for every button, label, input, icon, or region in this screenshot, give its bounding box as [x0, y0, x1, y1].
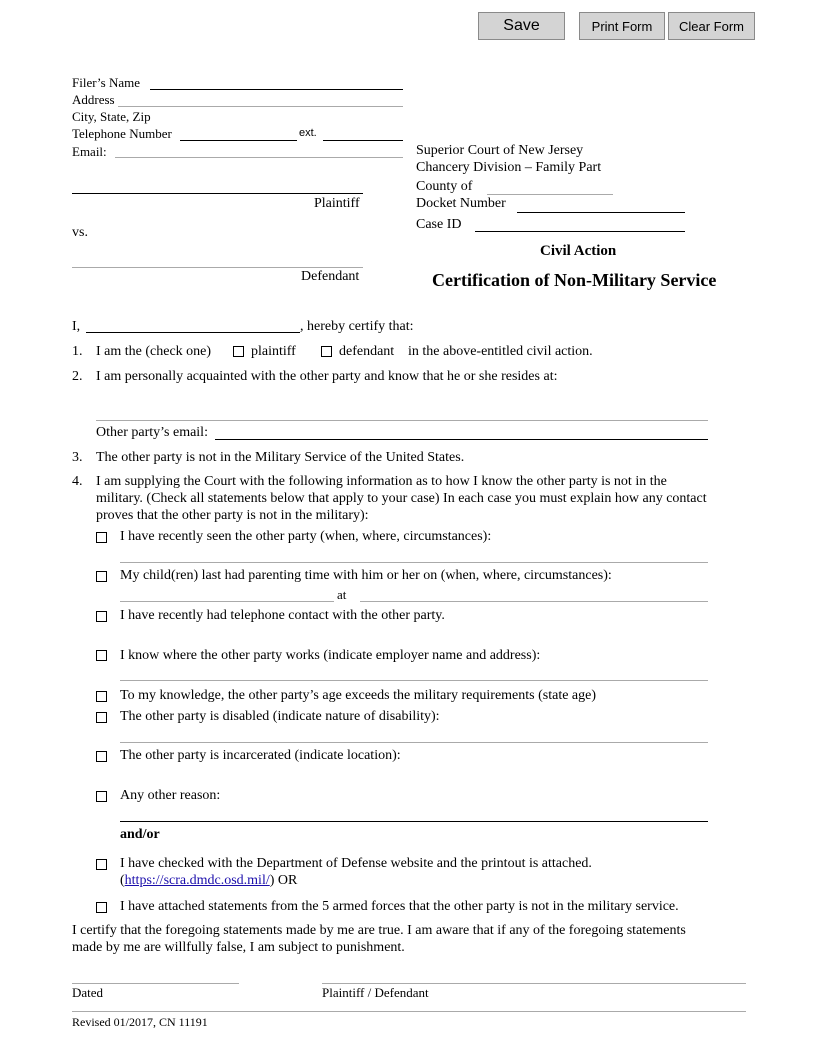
other-party-email-field[interactable]: [215, 439, 708, 440]
employer-field[interactable]: [120, 680, 708, 681]
defendant-checkbox[interactable]: [321, 346, 332, 357]
telephone-contact-checkbox[interactable]: [96, 611, 107, 622]
city-state-zip-label: City, State, Zip: [72, 109, 151, 124]
plaintiff-field[interactable]: [72, 193, 363, 194]
case-id-field[interactable]: [475, 231, 685, 232]
county-label: County of: [416, 179, 473, 194]
item-3-number: 3.: [72, 450, 83, 465]
address-label: Address: [72, 92, 115, 107]
item-2-text: I am personally acquainted with the other party and know that he or she resides at:: [96, 369, 558, 384]
seen-details-field[interactable]: [120, 562, 708, 563]
dod-text: I have checked with the Department of Defense website and the printout is attached.: [120, 856, 592, 871]
other-reason-checkbox[interactable]: [96, 791, 107, 802]
date-field[interactable]: [72, 983, 239, 984]
revision-note: Revised 01/2017, CN 11191: [72, 1015, 208, 1029]
parenting-text: My child(ren) last had parenting time with him or her on (when, where, circumstances):: [120, 568, 612, 583]
disability-field[interactable]: [120, 742, 708, 743]
other-reason-field[interactable]: [120, 821, 708, 822]
item-2-number: 2.: [72, 369, 83, 384]
civil-action-heading: Civil Action: [540, 243, 617, 259]
parenting-checkbox[interactable]: [96, 571, 107, 582]
age-checkbox[interactable]: [96, 691, 107, 702]
filer-name-field[interactable]: [150, 89, 403, 90]
parenting-at-label: at: [337, 587, 347, 602]
armed-forces-checkbox[interactable]: [96, 902, 107, 913]
residence-field[interactable]: [96, 420, 708, 421]
dod-checkbox[interactable]: [96, 859, 107, 870]
dod-link-close: ) OR: [269, 873, 298, 888]
email-label: Email:: [72, 144, 107, 159]
works-text: I know where the other party works (indicate employer name and address):: [120, 648, 541, 663]
plaintiff-label: Plaintiff: [314, 196, 360, 211]
plaintiff-option-label: plaintiff: [251, 344, 296, 359]
address-field[interactable]: [118, 106, 403, 107]
telephone-contact-text: I have recently had telephone contact with the other party.: [120, 608, 445, 623]
other-party-email-label: Other party’s email:: [96, 425, 208, 440]
parenting-place-field[interactable]: [360, 601, 708, 602]
disabled-checkbox[interactable]: [96, 712, 107, 723]
other-reason-text: Any other reason:: [120, 788, 221, 803]
plaintiff-checkbox[interactable]: [233, 346, 244, 357]
dod-link-open: (: [120, 873, 125, 888]
disabled-text: The other party is disabled (indicate nature of disability):: [120, 709, 440, 724]
defendant-label: Defendant: [301, 269, 360, 284]
and-or-label: and/or: [120, 827, 160, 842]
certifier-name-field[interactable]: [86, 332, 300, 333]
incarcerated-text: The other party is incarcerated (indicate location):: [120, 748, 401, 763]
signer-label: Plaintiff / Defendant: [322, 985, 429, 1000]
print-form-button[interactable]: Print Form: [579, 12, 665, 40]
clear-form-button[interactable]: Clear Form: [668, 12, 755, 40]
parenting-date-field[interactable]: [120, 601, 334, 602]
closing-line-1: I certify that the foregoing statements made by me are true. I am aware that if any of the foregoing statements: [72, 923, 686, 938]
item-4-line-1: I am supplying the Court with the following information as to how I know the other party is not in the: [96, 474, 667, 489]
ext-label: ext.: [299, 127, 317, 139]
county-field[interactable]: [487, 194, 613, 195]
telephone-field[interactable]: [180, 140, 297, 141]
court-name: Superior Court of New Jersey: [416, 143, 584, 158]
ext-field[interactable]: [323, 140, 403, 141]
seen-checkbox[interactable]: [96, 532, 107, 543]
save-button[interactable]: Save: [478, 12, 565, 40]
dated-label: Dated: [72, 985, 104, 1000]
docket-field[interactable]: [517, 212, 685, 213]
court-division: Chancery Division – Family Part: [416, 160, 602, 175]
item-4-number: 4.: [72, 474, 83, 489]
defendant-option-label: defendant: [339, 344, 395, 359]
dod-website-link[interactable]: https://scra.dmdc.osd.mil/: [124, 873, 270, 888]
form-title: Certification of Non-Military Service: [432, 270, 717, 290]
item-4-line-2: military. (Check all statements below that apply to your case) In each case you must explain how any contact: [96, 491, 707, 506]
email-field[interactable]: [115, 157, 403, 158]
footer-divider: [72, 1011, 746, 1012]
armed-forces-text: I have attached statements from the 5 armed forces that the other party is not in the military service.: [120, 899, 679, 914]
certifier-prefix: I,: [72, 319, 81, 334]
defendant-field[interactable]: [72, 267, 363, 268]
incarcerated-checkbox[interactable]: [96, 751, 107, 762]
docket-label: Docket Number: [416, 196, 506, 211]
closing-line-2: made by me are willfully false, I am subject to punishment.: [72, 940, 405, 955]
item-3-text: The other party is not in the Military Service of the United States.: [96, 450, 465, 465]
vs-label: vs.: [72, 225, 88, 240]
seen-text: I have recently seen the other party (when, where, circumstances):: [120, 529, 492, 544]
item-1-number: 1.: [72, 344, 83, 359]
item-1-suffix: in the above-entitled civil action.: [408, 344, 593, 359]
filer-name-label: Filer’s Name: [72, 75, 140, 90]
signature-field[interactable]: [322, 983, 746, 984]
telephone-label: Telephone Number: [72, 126, 172, 141]
age-text: To my knowledge, the other party’s age exceeds the military requirements (state age): [120, 688, 597, 703]
works-checkbox[interactable]: [96, 650, 107, 661]
item-1-text: I am the (check one): [96, 344, 212, 359]
hereby-certify-text: , hereby certify that:: [300, 319, 414, 334]
dod-link-line: [120, 873, 297, 889]
item-4-line-3: proves that the other party is not in the military):: [96, 508, 369, 523]
case-id-label: Case ID: [416, 217, 462, 232]
